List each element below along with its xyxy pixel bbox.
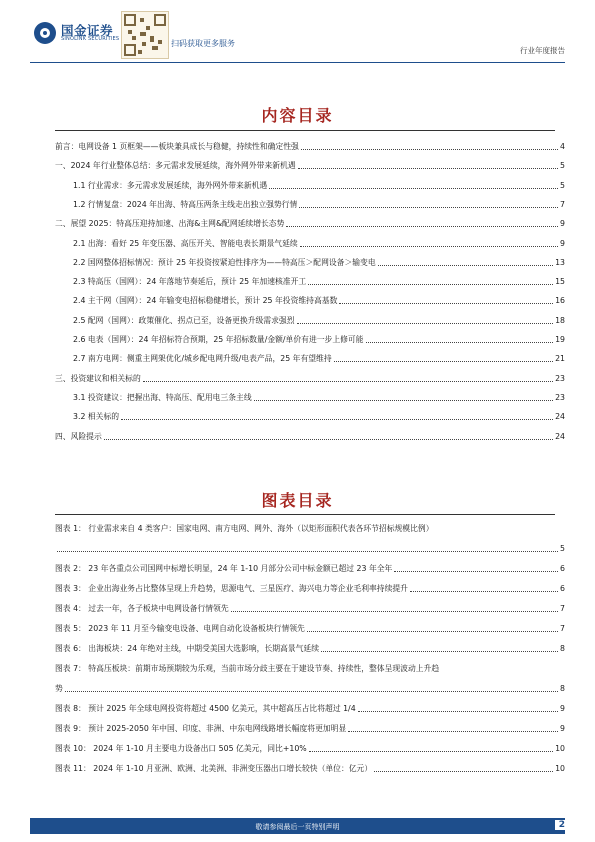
figure-entry-label: 图表 7： 特高压板块：前期市场预期较为乐观，当前市场分歧主要在于建设节奏、持续性，整体呈现波动上升趋	[55, 664, 440, 673]
toc-entry-page: 24	[555, 412, 565, 422]
figure-entry-page: 8	[560, 684, 565, 693]
qr-code-icon	[121, 11, 169, 59]
toc-entry[interactable]	[55, 198, 565, 212]
toc-leader-dots	[254, 400, 553, 401]
toc-entry-label: 2.6 电表（国网）：24 年招标符合预期，25 年招标数量/金额/单价有进一步上修可能	[73, 335, 364, 344]
figure-entry-page: 9	[560, 724, 565, 733]
toc-entry[interactable]	[55, 294, 565, 308]
toc-leader-dots	[297, 323, 554, 324]
toc-entry[interactable]	[55, 372, 565, 386]
toc-entry-label: 3.1 投资建议：把握出海、特高压、配用电三条主线	[73, 392, 252, 402]
figure-entry[interactable]	[55, 702, 565, 716]
figure-leader-dots	[309, 751, 553, 752]
toc-leader-dots	[269, 188, 558, 189]
toc-leader-dots	[300, 246, 558, 247]
figure-entry-label-cont: 势	[55, 684, 63, 693]
toc-entry[interactable]	[55, 159, 565, 173]
toc-entry-page: 5	[560, 161, 565, 171]
toc-entry-label: 2.3 特高压（国网）：24 年落地节奏延后，预计 25 年加速核准开工	[73, 277, 307, 287]
toc-leader-dots	[143, 381, 553, 382]
toc-entry[interactable]	[55, 256, 565, 270]
toc-entry[interactable]	[55, 140, 565, 154]
toc-leader-dots	[104, 439, 553, 440]
figure-entry[interactable]	[55, 642, 565, 656]
figure-entry-label: 图表 9： 预计 2025-2050 年中国、印度、非洲、中东电网线路增长幅度将更加明显	[55, 724, 347, 733]
figure-leader-dots	[231, 611, 558, 612]
toc-entry-page: 24	[555, 431, 565, 441]
toc-entry[interactable]	[55, 333, 565, 347]
toc-entry-page: 9	[560, 238, 565, 248]
figure-entry[interactable]	[55, 622, 565, 636]
figure-leader-dots	[57, 551, 558, 552]
figure-entry[interactable]	[55, 722, 565, 736]
figure-leader-dots	[65, 691, 558, 692]
toc-leader-dots	[299, 207, 558, 208]
toc-entry-page: 7	[560, 199, 565, 209]
toc-leader-dots	[298, 168, 558, 169]
toc-entry-page: 4	[560, 142, 565, 151]
toc-leader-dots	[301, 149, 558, 150]
toc-leader-dots	[286, 226, 558, 227]
toc-entry[interactable]	[55, 217, 565, 231]
page-header	[0, 0, 595, 62]
toc-entry-page: 13	[555, 257, 565, 267]
toc-entry[interactable]	[55, 352, 565, 366]
figure-entry-label: 图表 6： 出海板块：24 年绝对主线，中期受美国大选影响，长期高景气延续	[55, 644, 320, 653]
toc-entry-label: 2.2 国网整体招标情况：预计 25 年投资按紧迫性排序为——特高压＞配网设备＞输变电	[73, 257, 376, 267]
figure-entry-page: 7	[560, 624, 565, 633]
figure-entry-label: 图表 2： 23 年各重点公司国网中标增长明显，24 年 1-10 月部分公司中标金额已超过 23 年全年	[55, 564, 393, 573]
figure-entry-page: 10	[555, 744, 565, 753]
figure-leader-dots	[394, 571, 558, 572]
toc-entry[interactable]	[55, 391, 565, 405]
toc-divider	[55, 130, 555, 131]
logo-name-cn: 国金证券	[61, 22, 114, 38]
figure-entry-page: 6	[560, 564, 565, 573]
figure-entry[interactable]	[55, 742, 565, 756]
logo-mark-icon	[34, 22, 56, 44]
figure-entry-label: 图表 8： 预计 2025 年全球电网投资将超过 4500 亿美元，其中超高压占比将超过 1/4	[55, 704, 356, 713]
figure-leader-dots	[410, 591, 558, 592]
toc-entry[interactable]	[55, 430, 565, 444]
figure-entry-page: 6	[560, 584, 565, 593]
toc-entry-page: 5	[560, 180, 565, 190]
figure-leader-dots	[374, 771, 553, 772]
toc-entry-label: 2.7 南方电网：侧重主网架优化/城乡配电网升级/电表产品，25 年有望维持	[73, 354, 332, 364]
figure-entry-label: 图表 10： 2024 年 1-10 月主要电力设备出口 505 亿美元，同比+10%	[55, 744, 307, 753]
toc-entry-label: 2.1 出海：看好 25 年变压器、高压开关、智能电表长期景气延续	[73, 238, 298, 248]
toc-entry-page: 9	[560, 219, 565, 229]
figure-entry-page: 9	[560, 704, 565, 713]
toc-entry-page: 15	[555, 277, 565, 287]
figure-entry[interactable]	[55, 582, 565, 596]
figure-entry[interactable]	[55, 522, 565, 556]
toc-entry-label: 2.5 配网（国网）：政策催化、拐点已至，设备更换升级需求强烈	[73, 315, 295, 325]
company-logo	[34, 22, 119, 44]
toc-leader-dots	[366, 342, 554, 343]
toc-entry[interactable]	[55, 410, 565, 424]
figure-leader-dots	[321, 651, 558, 652]
toc-entry-label: 三、投资建议和相关标的	[55, 373, 141, 383]
toc-entry-label: 前言：电网设备 1 页框架——板块兼具成长与稳健，持续性和确定性强	[55, 142, 299, 151]
toc-entry[interactable]	[55, 237, 565, 251]
figure-entry-label: 图表 11： 2024 年 1-10 月亚洲、欧洲、北美洲、非洲变压器出口增长较快（单位：亿元）	[55, 764, 373, 773]
toc-entry-label: 1.2 行情复盘：2024 年出海、特高压两条主线走出独立强势行情	[73, 199, 298, 209]
figure-entry[interactable]	[55, 762, 565, 776]
toc-entry-page: 23	[555, 392, 565, 402]
toc-leader-dots	[308, 284, 553, 285]
page-number: 2	[555, 820, 565, 830]
figure-entry-label: 图表 4： 过去一年，各子板块中电网设备行情领先	[55, 604, 229, 613]
toc-entry[interactable]	[55, 314, 565, 328]
footer-disclaimer: 敬请参阅最后一页特别声明	[255, 823, 340, 831]
figures-title: 图表目录	[261, 491, 334, 510]
figure-entry-page: 10	[555, 764, 565, 773]
toc-entry-label: 四、风险提示	[55, 431, 102, 441]
toc-leader-dots	[121, 419, 553, 420]
toc-entry-label: 3.2 相关标的	[73, 412, 120, 422]
toc-title: 内容目录	[261, 106, 334, 125]
figure-entry-page: 8	[560, 644, 565, 653]
toc-entry-label: 2.4 主干网（国网）：24 年输变电招标稳健增长，预计 25 年投资维持高基数	[73, 296, 338, 306]
toc-entry-label: 一、2024 年行业整体总结：多元需求发展延续，海外网外带来新机遇	[55, 161, 296, 171]
figures-divider	[55, 514, 555, 515]
qr-caption: 扫码获取更多服务	[171, 39, 235, 48]
toc-entry-label: 二、展望 2025：特高压迎持加速、出海&主网&配网延续增长态势	[55, 219, 285, 229]
figure-entry-page: 5	[560, 544, 565, 553]
figure-entry-label: 图表 3： 企业出海业务占比整体呈现上升趋势，思源电气、三星医疗、海兴电力等企业毛利率持续提升	[55, 584, 408, 593]
toc-entry[interactable]	[55, 275, 565, 289]
toc-entry-page: 21	[555, 354, 565, 364]
figure-entry[interactable]	[55, 562, 565, 576]
toc-entry-page: 18	[555, 315, 565, 325]
figure-entry[interactable]	[55, 602, 565, 616]
figure-entry-label: 图表 1： 行业需求来自 4 类客户：国家电网、南方电网、网外、海外（以矩形面积代表各环节招标规模比例）	[55, 524, 434, 533]
toc-entry-page: 23	[555, 373, 565, 383]
figure-leader-dots	[307, 631, 558, 632]
toc-entry-page: 19	[555, 335, 565, 344]
figure-entry-label: 图表 5： 2023 年 11 月至今输变电设备、电网自动化设备板块行情领先	[55, 624, 305, 633]
toc-entry-label: 1.1 行业需求：多元需求发展延续，海外网外带来新机遇	[73, 180, 268, 190]
toc-entry-page: 16	[555, 296, 565, 306]
toc-entry[interactable]	[55, 179, 565, 193]
toc-leader-dots	[378, 265, 553, 266]
toc-leader-dots	[334, 361, 553, 362]
header-divider	[30, 62, 565, 63]
figure-entry[interactable]	[55, 662, 565, 696]
figure-leader-dots	[358, 711, 558, 712]
figure-entry-page: 7	[560, 604, 565, 613]
report-type-label: 行业年度报告	[520, 46, 565, 55]
toc-leader-dots	[339, 303, 553, 304]
logo-name-en: SINOLINK SECURITIES	[61, 35, 120, 42]
figure-leader-dots	[348, 731, 558, 732]
